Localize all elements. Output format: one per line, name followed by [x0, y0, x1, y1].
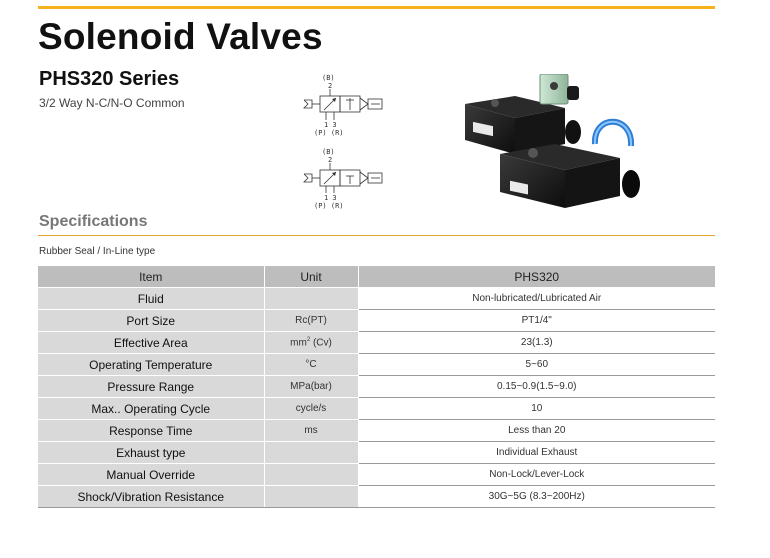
row-value: Individual Exhaust — [358, 442, 715, 464]
row-unit — [264, 332, 358, 354]
no-top-port-number: 2 — [328, 156, 333, 164]
product-photo — [455, 74, 645, 214]
top-accent-bar — [38, 6, 715, 9]
row-unit — [264, 486, 358, 508]
table-row — [38, 354, 715, 376]
row-item: Response Time — [38, 420, 264, 442]
no-top-port-label: (B) — [322, 148, 335, 156]
page-title: Solenoid Valves — [38, 16, 323, 57]
unit-base: mm — [290, 337, 307, 349]
row-value: Non-Lock/Lever-Lock — [358, 464, 715, 486]
nc-top-port-label: (B) — [322, 74, 335, 82]
valve-symbol-diagram — [296, 72, 390, 214]
series-title: PHS320 Series — [39, 68, 180, 90]
row-unit: °C — [264, 354, 358, 376]
series-subtitle: 3/2 Way N-C/N-O Common — [39, 96, 185, 110]
table-row — [38, 398, 715, 420]
column-header-item: Item — [38, 266, 264, 288]
row-unit — [264, 442, 358, 464]
row-unit: Rc(PT) — [264, 310, 358, 332]
table-row — [38, 310, 715, 332]
nc-bottom-port-numbers: 1 3 — [324, 121, 337, 129]
table-row — [38, 376, 715, 398]
row-value: 0.15~0.9(1.5~9.0) — [358, 376, 715, 398]
row-item: Fluid — [38, 288, 264, 310]
row-item: Max.. Operating Cycle — [38, 398, 264, 420]
table-row — [38, 442, 715, 464]
row-item: Manual Override — [38, 464, 264, 486]
table-row — [38, 464, 715, 486]
table-row — [38, 420, 715, 442]
table-row — [38, 288, 715, 310]
unit-superscript: 2 — [306, 336, 311, 343]
row-item: Exhaust type — [38, 442, 264, 464]
row-item: Port Size — [38, 310, 264, 332]
specifications-divider — [38, 235, 715, 236]
row-unit — [264, 288, 358, 310]
nc-bottom-port-labels: (P) (R) — [314, 129, 344, 137]
specifications-note: Rubber Seal / In-Line type — [39, 246, 156, 257]
no-bottom-port-numbers: 1 3 — [324, 194, 337, 202]
row-value: 10 — [358, 398, 715, 420]
row-value: PT1/4" — [358, 310, 715, 332]
row-item: Shock/Vibration Resistance — [38, 486, 264, 508]
row-value: 30G~5G (8.3~200Hz) — [358, 486, 715, 508]
valve-back — [465, 74, 581, 154]
row-value: 5~60 — [358, 354, 715, 376]
row-unit — [264, 464, 358, 486]
row-item: Pressure Range — [38, 376, 264, 398]
column-header-model: PHS320 — [358, 266, 715, 288]
row-value: 23(1.3) — [358, 332, 715, 354]
row-item: Effective Area — [38, 332, 264, 354]
unit-suffix: (Cv) — [310, 337, 332, 349]
row-value: Non-lubricated/Lubricated Air — [358, 288, 715, 310]
table-header-row — [38, 266, 715, 288]
row-unit: ms — [264, 420, 358, 442]
nc-top-port-number: 2 — [328, 82, 333, 90]
row-unit: cycle/s — [264, 398, 358, 420]
row-value: Less than 20 — [358, 420, 715, 442]
nc-valve-symbol — [304, 74, 382, 137]
specifications-heading: Specifications — [39, 213, 148, 230]
table-row — [38, 332, 715, 354]
row-item: Operating Temperature — [38, 354, 264, 376]
column-header-unit: Unit — [264, 266, 358, 288]
specifications-table — [38, 266, 715, 508]
no-valve-symbol — [304, 148, 382, 210]
row-unit: MPa(bar) — [264, 376, 358, 398]
table-row — [38, 486, 715, 508]
no-bottom-port-labels: (P) (R) — [314, 202, 344, 210]
